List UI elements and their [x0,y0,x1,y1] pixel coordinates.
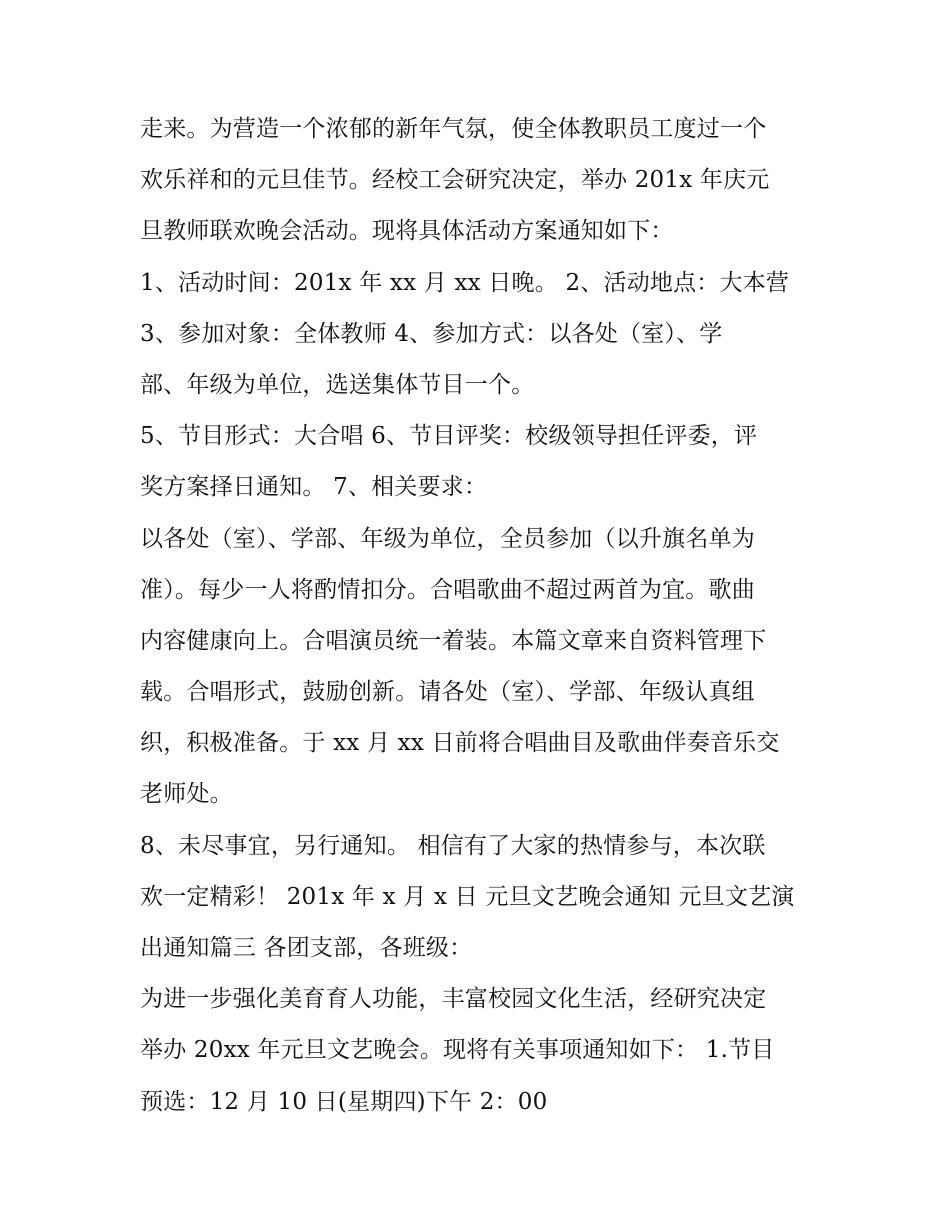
text-line: 奖方案择日通知。 7、相关要求： [140,474,488,501]
text-line: 织，积极准备。于 xx 月 xx 日前将合唱曲目及歌曲伴奏音乐交 [140,730,780,757]
text-line: 走来。为营造一个浓郁的新年气氛，使全体教职员工度过一个 [140,116,767,142]
text-line: 准）。每少一人将酌情扣分。合唱歌曲不超过两首为宜。歌曲 [140,576,755,603]
text-line: 欢一定精彩！ 201x 年 x 月 x 日 元旦文艺晚会通知 元旦文艺演 [140,883,795,910]
text-line: 1、活动时间：201x 年 xx 月 xx 日晚。 2、活动地点：大本营 [140,269,790,296]
text-line: 为进一步强化美育育人功能，丰富校园文化生活，经研究决定 [140,986,767,1013]
text-line: 8、未尽事宜，另行通知。 相信有了大家的热情参与，本次联 [140,832,766,859]
text-line: 3、参加对象：全体教师 4、参加方式：以各处（室）、学 [140,320,723,347]
document-body [140,104,830,1128]
text-line: 欢乐祥和的元旦佳节。经校工会研究决定，举办 201x 年庆元 [140,167,770,194]
text-line: 出通知篇三 各团支部，各班级： [140,935,473,961]
text-line: 老师处。 [140,781,233,808]
text-line: 以各处（室）、学部、年级为单位，全员参加（以升旗名单为 [140,525,755,552]
text-line: 载。合唱形式，鼓励创新。请各处（室）、学部、年级认真组 [140,679,755,706]
text-line: 预选：12 月 10 日(星期四)下午 2：00 [140,1088,548,1115]
text-line: 5、节目形式：大合唱 6、节目评奖：校级领导担任评委，评 [140,423,758,450]
text-line: 旦教师联欢晚会活动。现将具体活动方案通知如下： [140,218,674,245]
text-line: 举办 20xx 年元旦文艺晚会。现将有关事项通知如下： 1.节目 [140,1037,775,1064]
text-line: 部、年级为单位，选送集体节目一个。 [140,371,535,398]
text-line: 内容健康向上。合唱演员统一着装。本篇文章来自资料管理下 [140,627,767,654]
